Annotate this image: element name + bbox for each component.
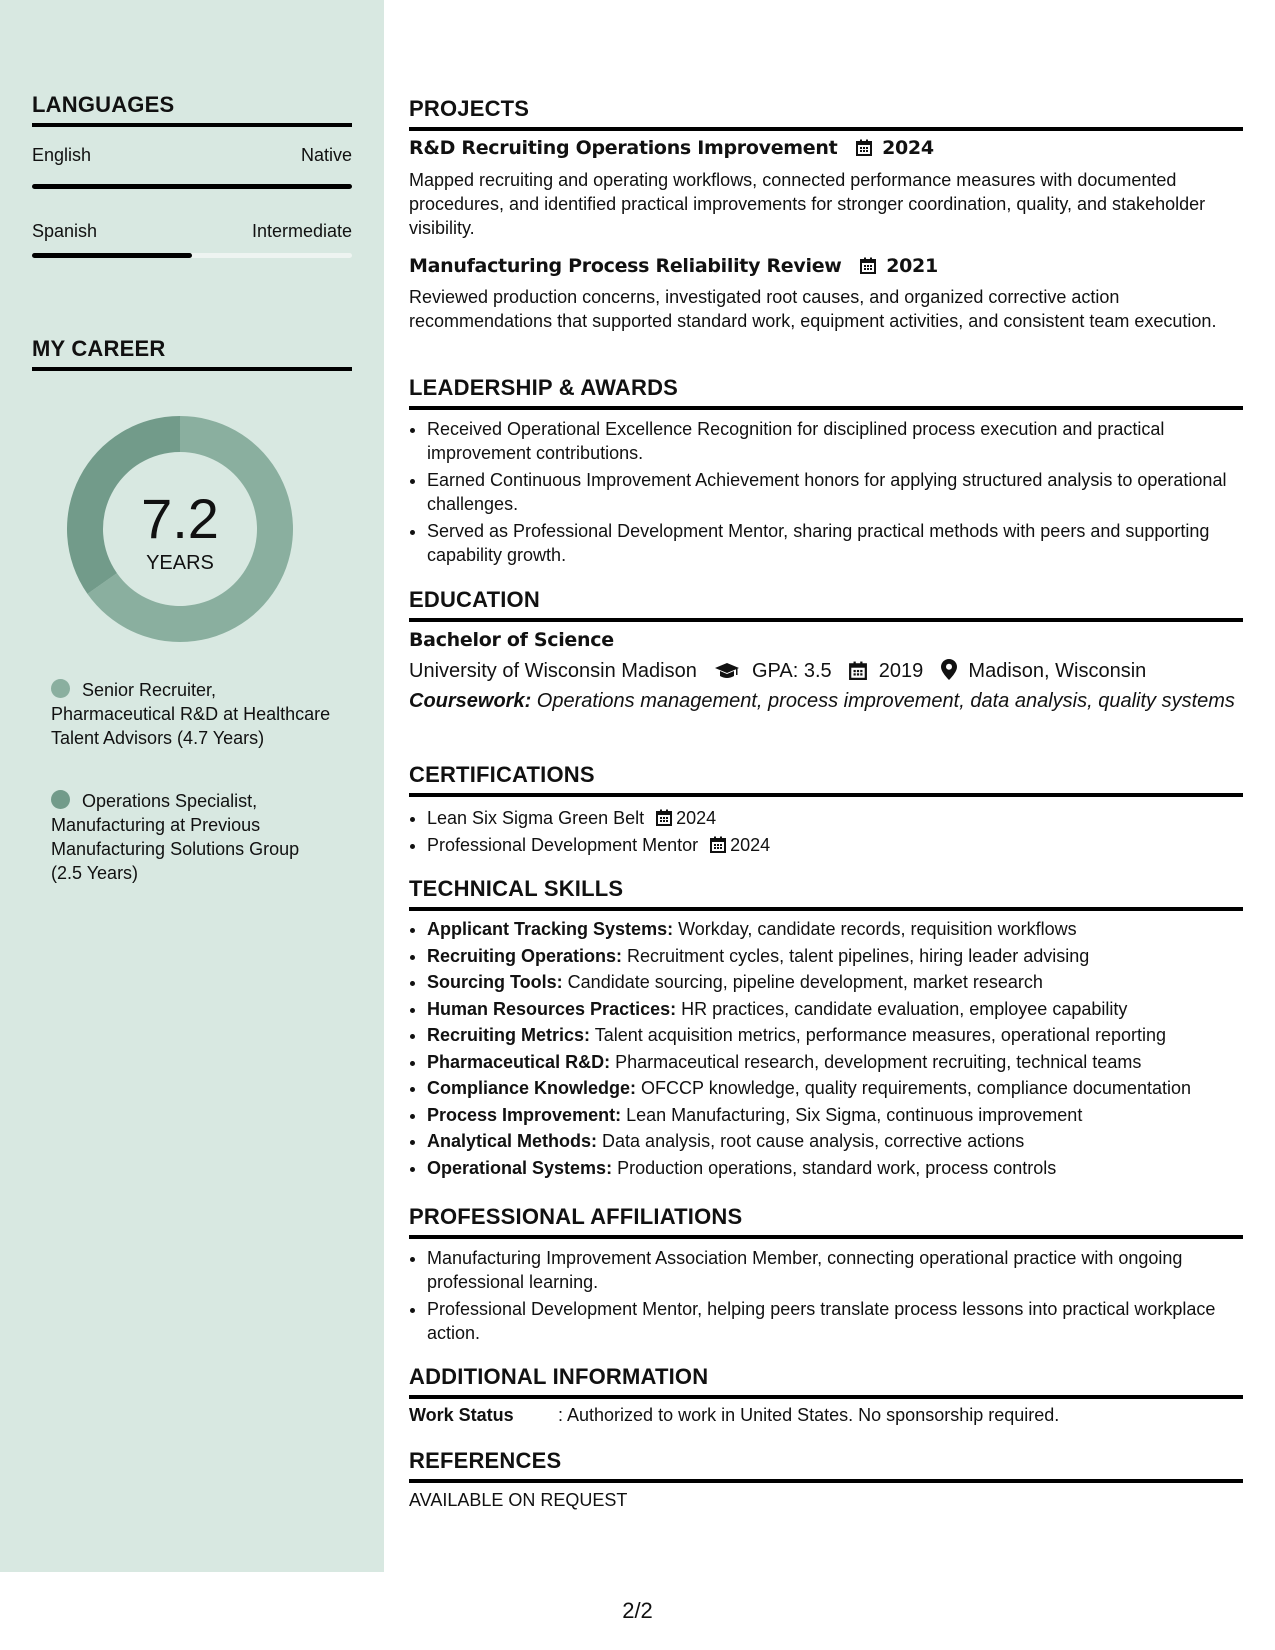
page-number: 2/2 (622, 1598, 653, 1623)
skill-item (427, 1023, 1243, 1047)
calendar-icon (849, 661, 867, 680)
skill-item (427, 997, 1243, 1021)
language-name: English (32, 145, 92, 165)
career-item (51, 789, 331, 885)
work-status-value: : Authorized to work in United States. No sponsorship required. (558, 1405, 1060, 1425)
list-item (427, 833, 1243, 857)
work-status-label: Work Status (409, 1405, 514, 1425)
skill-value: Production operations, standard work, process controls (612, 1157, 1057, 1178)
language-row (32, 221, 352, 242)
leadership-title: LEADERSHIP & AWARDS (409, 375, 1243, 410)
language-proficiency-fill (32, 184, 352, 189)
certification-name: Professional Development Mentor (427, 835, 699, 855)
affiliations-list (409, 1246, 1243, 1348)
project-name: R&D Recruiting Operations Improvement (409, 137, 838, 159)
skill-value: Data analysis, root cause analysis, corrective actions (597, 1131, 1025, 1151)
references-text: AVAILABLE ON REQUEST (409, 1490, 628, 1510)
list-item: • Served as Professional Development Mentor, sharing practical methods with peers and supporting capability growth. (427, 519, 1243, 567)
school-location: Madison, Wisconsin (968, 660, 1147, 682)
skill-label: Process Improvement: (427, 1104, 622, 1125)
projects-title: PROJECTS (409, 96, 1243, 131)
career-item-text: Operations Specialist, Manufacturing at Previous Manufacturing Solutions Group (2.5 Years) (51, 791, 300, 883)
project-description: Mapped recruiting and operating workflows, connected performance measures with documented procedures, and identified practical improvements for stronger coordination, quality, and stakeholder visibility. (409, 170, 1206, 238)
skill-label: Operational Systems: (427, 1157, 613, 1178)
skill-value: Pharmaceutical research, development recruiting, technical teams (610, 1051, 1142, 1072)
calendar-icon (860, 257, 876, 274)
graduation-year: 2019 (878, 660, 924, 682)
certifications-title: CERTIFICATIONS (409, 762, 1243, 797)
skill-label: Applicant Tracking Systems: (427, 919, 674, 939)
language-proficiency-fill (32, 253, 192, 258)
language-level: Intermediate (251, 221, 352, 241)
graduation-cap-icon (714, 662, 740, 680)
career-item-text: Senior Recruiter, Pharmaceutical R&D at Healthcare Talent Advisors (4.7 Years) (51, 680, 331, 748)
skill-value: Candidate sourcing, pipeline development, market research (562, 972, 1043, 992)
certification-year: 2024 (730, 835, 771, 855)
skill-value: HR practices, candidate evaluation, employee capability (676, 998, 1128, 1019)
skill-item (427, 1076, 1243, 1100)
project-name: Manufacturing Process Reliability Review (409, 255, 842, 277)
coursework-text: Operations management, process improvement, data analysis, quality systems (531, 690, 1235, 712)
calendar-icon (856, 139, 872, 156)
education-title: EDUCATION (409, 587, 1243, 622)
language-row (32, 145, 352, 166)
skill-label: Pharmaceutical R&D: (427, 1051, 611, 1072)
career-donut-chart (67, 416, 293, 642)
affiliations-title: PROFESSIONAL AFFILIATIONS (409, 1204, 1243, 1239)
project-year: 2021 (886, 255, 938, 277)
list-item (427, 806, 1243, 830)
certifications-list (409, 806, 1243, 860)
list-item: • Manufacturing Improvement Association Member, connecting operational practice with ongoing professional learning. (427, 1246, 1243, 1294)
skill-label: Recruiting Operations: (427, 945, 623, 966)
skill-value: Recruitment cycles, talent pipelines, hiring leader advising (622, 945, 1090, 966)
language-level: Native (300, 145, 352, 165)
language-proficiency-bar (32, 253, 352, 258)
career-title: MY CAREER (32, 336, 352, 371)
skills-title: TECHNICAL SKILLS (409, 876, 1243, 911)
skill-label: Compliance Knowledge: (427, 1078, 637, 1098)
certification-year: 2024 (676, 808, 717, 828)
career-unit: YEARS (146, 552, 214, 574)
career-dot (51, 679, 70, 698)
map-pin-icon (941, 659, 957, 680)
gpa: GPA: 3.5 (752, 660, 832, 682)
skill-label: Human Resources Practices: (427, 998, 677, 1019)
project-year: 2024 (882, 137, 934, 159)
career-total: 7.2 (141, 487, 219, 550)
skill-label: Sourcing Tools: (427, 972, 563, 992)
skill-item (427, 1103, 1243, 1127)
skill-value: Talent acquisition metrics, performance measures, operational reporting (590, 1025, 1166, 1045)
skill-value: OFCCP knowledge, quality requirements, compliance documentation (636, 1078, 1191, 1098)
list-item: • Earned Continuous Improvement Achievement honors for applying structured analysis to operational challenges. (427, 468, 1243, 516)
coursework-label: Coursework: (409, 690, 532, 712)
skill-item (427, 1050, 1243, 1074)
certification-name: Lean Six Sigma Green Belt (427, 808, 645, 828)
additional-info-title: ADDITIONAL INFORMATION (409, 1364, 1243, 1399)
skill-value: Lean Manufacturing, Six Sigma, continuous improvement (621, 1104, 1083, 1125)
coursework (409, 689, 1243, 713)
skill-item (427, 1129, 1243, 1153)
school-name: University of Wisconsin Madison (409, 660, 697, 682)
skill-item (427, 944, 1243, 968)
career-item (51, 678, 331, 750)
sidebar (0, 0, 384, 1572)
references-title: REFERENCES (409, 1448, 1243, 1483)
calendar-icon (710, 836, 726, 853)
calendar-icon (656, 809, 672, 826)
language-proficiency-bar (32, 184, 352, 189)
skill-item (427, 917, 1243, 941)
project-title (409, 255, 938, 277)
degree: Bachelor of Science (409, 629, 614, 651)
skill-label: Recruiting Metrics: (427, 1025, 591, 1045)
leadership-list (409, 417, 1243, 570)
skill-item (427, 1156, 1243, 1180)
project-title (409, 137, 934, 159)
career-dot (51, 790, 70, 809)
skill-value: Workday, candidate records, requisition workflows (673, 919, 1077, 939)
language-name: Spanish (32, 221, 98, 241)
languages-title: LANGUAGES (32, 92, 352, 127)
skill-label: Analytical Methods: (427, 1131, 598, 1151)
education-details (409, 659, 1146, 683)
list-item: • Received Operational Excellence Recognition for disciplined process execution and practical improvement contributions. (427, 417, 1243, 465)
skill-item (427, 970, 1243, 994)
list-item: • Professional Development Mentor, helping peers translate process lessons into practical workplace action. (427, 1297, 1243, 1345)
project-description: Reviewed production concerns, investigated root causes, and organized corrective action recommendations that supported standard work, equipment activities, and consistent team execution. (409, 287, 1217, 331)
skills-list (409, 917, 1243, 1182)
